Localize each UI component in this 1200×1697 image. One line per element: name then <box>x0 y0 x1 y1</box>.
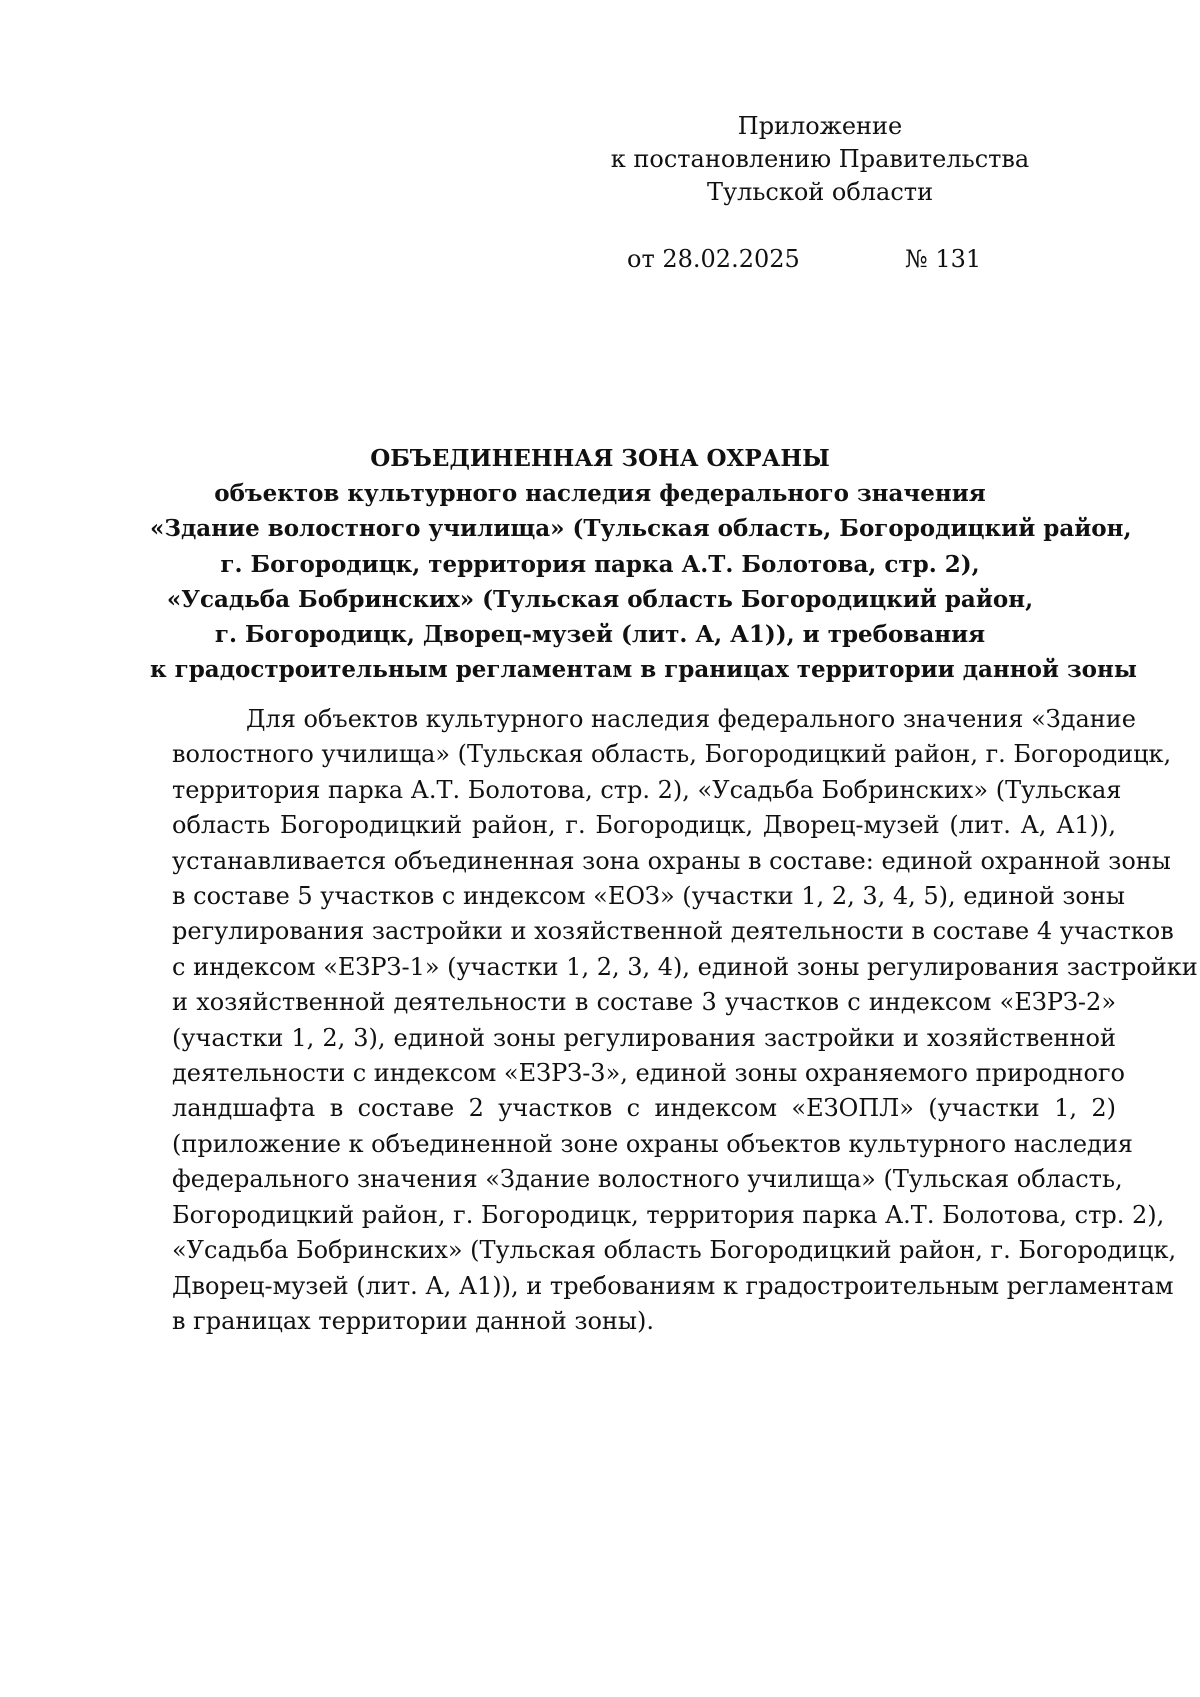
body-line: в составе 5 участков с индексом «ЕОЗ» (участки 1, 2, 3, 4, 5), единой зоны <box>172 882 1125 911</box>
body-line: ландшафта в составе 2 участков с индексом «ЕЗОПЛ» (участки 1, 2) <box>172 1094 1116 1123</box>
appendix-line: Приложение <box>737 112 903 140</box>
body-line: (участки 1, 2, 3), единой зоны регулирования застройки и хозяйственной <box>172 1023 1116 1052</box>
body-line: федерального значения «Здание волостного училища» (Тульская область, <box>172 1165 1123 1194</box>
body-line: с индексом «ЕЗРЗ-1» (участки 1, 2, 3, 4), единой зоны регулирования застройки <box>172 952 1198 981</box>
body-line: «Усадьба Бобринских» (Тульская область Богородицкий район, г. Богородицк, <box>172 1236 1177 1265</box>
appendix-line: Тульской области <box>706 178 934 206</box>
body-line: территория парка А.Т. Болотова, стр. 2), «Усадьба Бобринских» (Тульская <box>172 775 1122 804</box>
body-line: волостного училища» (Тульская область, Богородицкий район, г. Богородицк, <box>172 740 1172 769</box>
resolution-date: от 28.02.2025 <box>627 245 800 273</box>
title-line: объектов культурного наследия федерального значения <box>214 480 986 508</box>
body-line: в границах территории данной зоны). <box>172 1306 654 1335</box>
title-line: к градостроительным регламентам в границах территории данной зоны <box>150 656 1137 684</box>
document-title <box>150 441 1137 687</box>
title-line: г. Богородицк, Дворец-музей (лит. А, А1)), и требования <box>214 621 986 649</box>
title-line: «Здание волостного училища» (Тульская область, Богородицкий район, <box>150 515 1132 543</box>
resolution-number: № 131 <box>905 245 982 273</box>
body-line: (приложение к объединенной зоне охраны объектов культурного наследия <box>172 1129 1133 1158</box>
body-line: Для объектов культурного наследия федерального значения «Здание <box>246 705 1136 733</box>
appendix-line: к постановлению Правительства <box>610 145 1030 173</box>
body-line: область Богородицкий район, г. Богородицк, Дворец-музей (лит. А, А1)), <box>172 811 1116 840</box>
body-line: и хозяйственной деятельности в составе 3 участков с индексом «ЕЗРЗ-2» <box>172 988 1116 1017</box>
body-line: регулирования застройки и хозяйственной деятельности в составе 4 участков <box>172 917 1174 946</box>
body-line: деятельности с индексом «ЕЗРЗ-3», единой зоны охраняемого природного <box>172 1059 1126 1088</box>
title-line: «Усадьба Бобринских» (Тульская область Богородицкий район, <box>166 585 1034 613</box>
appendix-block <box>590 110 1050 209</box>
body-line: Богородицкий район, г. Богородицк, территория парка А.Т. Болотова, стр. 2), <box>172 1200 1165 1229</box>
body-paragraph <box>172 702 1198 1339</box>
title-line: г. Богородицк, территория парка А.Т. Болотова, стр. 2), <box>220 550 980 578</box>
body-line: Дворец-музей (лит. А, А1)), и требованиям к градостроительным регламентам <box>172 1271 1174 1300</box>
body-line: устанавливается объединенная зона охраны в составе: единой охранной зоны <box>172 846 1171 875</box>
title-line: ОБЪЕДИНЕННАЯ ЗОНА ОХРАНЫ <box>370 445 830 472</box>
